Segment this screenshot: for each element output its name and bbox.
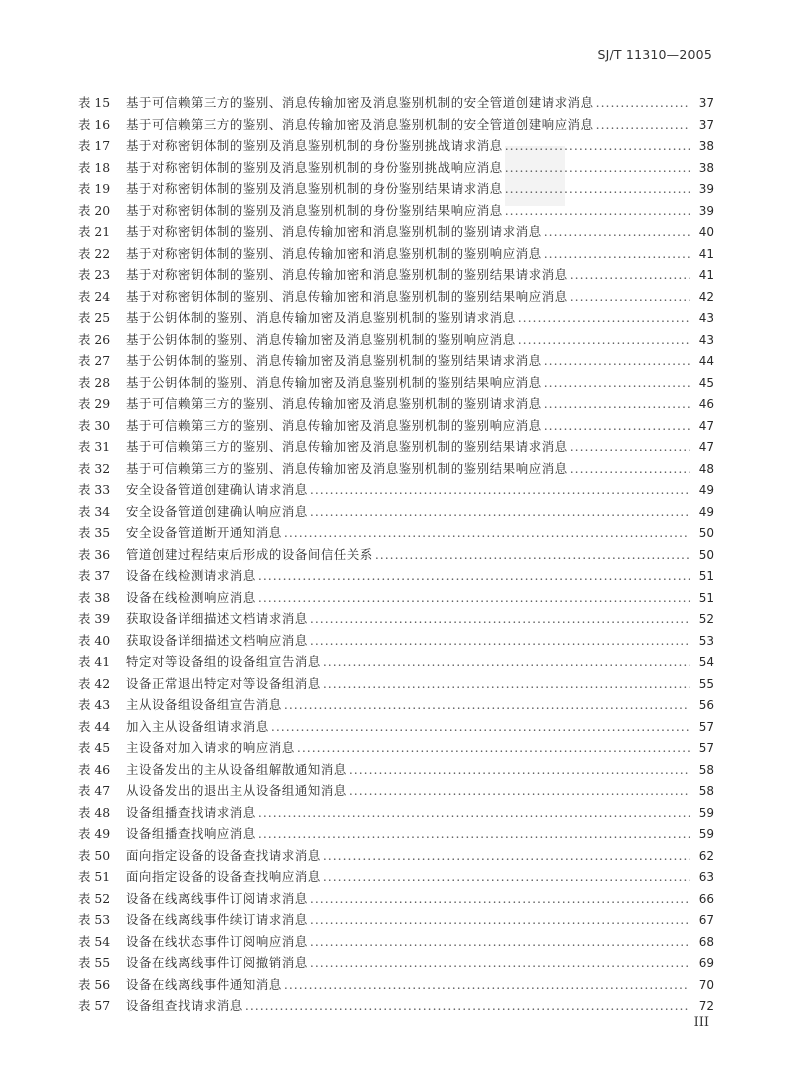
toc-entry-page: 43 xyxy=(698,311,714,325)
dot-leader xyxy=(310,501,690,523)
toc-entry-title: 设备在线离线事件订阅撤销消息 xyxy=(126,955,308,970)
toc-entry-number: 表 46 xyxy=(78,761,111,777)
dot-leader xyxy=(310,630,690,652)
toc-entry-number: 表 55 xyxy=(78,955,111,970)
toc-entry-number: 表 41 xyxy=(78,654,111,669)
dot-leader xyxy=(518,329,690,351)
toc-entry-page: 70 xyxy=(698,977,714,992)
toc-entry[interactable] xyxy=(78,995,714,1017)
toc-entry-title: 基于对称密钥体制的鉴别及消息鉴别机制的身份鉴别结果响应消息 xyxy=(126,202,503,218)
toc-entry-number: 表 35 xyxy=(78,525,111,540)
dot-leader xyxy=(570,264,690,286)
dot-leader xyxy=(505,135,690,157)
dot-leader xyxy=(310,952,690,974)
toc-entry-number: 表 28 xyxy=(78,374,111,390)
toc-entry[interactable] xyxy=(78,608,714,630)
toc-entry-number: 表 19 xyxy=(78,181,111,196)
toc-entry-title: 设备组播查找响应消息 xyxy=(126,826,256,841)
toc-entry-title: 基于公钥体制的鉴别、消息传输加密及消息鉴别机制的鉴别结果响应消息 xyxy=(126,374,542,390)
toc-entry[interactable] xyxy=(78,544,714,566)
dot-leader xyxy=(570,458,690,480)
toc-entry-page: 47 xyxy=(698,418,714,433)
toc-entry-title: 基于对称密钥体制的鉴别及消息鉴别机制的身份鉴别结果请求消息 xyxy=(126,181,503,196)
toc-entry-number: 表 56 xyxy=(78,976,111,992)
toc-entry[interactable] xyxy=(78,264,714,286)
toc-entry-title: 基于公钥体制的鉴别、消息传输加密及消息鉴别机制的鉴别结果请求消息 xyxy=(126,353,542,368)
toc-entry-title: 设备在线检测响应消息 xyxy=(126,589,256,605)
toc-entry-page: 37 xyxy=(698,96,714,110)
dot-leader xyxy=(258,823,690,845)
toc-entry-number: 表 31 xyxy=(78,439,111,454)
toc-entry[interactable] xyxy=(78,780,714,802)
toc-entry-page: 41 xyxy=(698,268,714,282)
toc-entry[interactable] xyxy=(78,243,714,265)
toc-entry[interactable] xyxy=(78,415,714,437)
toc-entry-title: 获取设备详细描述文档响应消息 xyxy=(126,632,308,648)
toc-entry-page: 38 xyxy=(698,139,714,153)
toc-entry-page: 51 xyxy=(698,569,714,583)
toc-entry[interactable] xyxy=(78,178,714,200)
toc-entry-number: 表 26 xyxy=(78,331,111,347)
toc-entry[interactable] xyxy=(78,823,714,845)
toc-entry-title: 基于对称密钥体制的鉴别、消息传输加密和消息鉴别机制的鉴别响应消息 xyxy=(126,245,542,261)
toc-entry-title: 基于公钥体制的鉴别、消息传输加密及消息鉴别机制的鉴别响应消息 xyxy=(126,331,516,347)
toc-entry-title: 面向指定设备的设备查找请求消息 xyxy=(126,847,321,863)
dot-leader xyxy=(349,780,690,802)
toc-entry-number: 表 16 xyxy=(78,116,111,132)
dot-leader xyxy=(570,286,690,308)
toc-entry-page: 63 xyxy=(698,870,714,884)
toc-entry-page: 39 xyxy=(698,182,714,196)
toc-entry-title: 主设备对加入请求的响应消息 xyxy=(126,740,295,755)
toc-entry[interactable] xyxy=(78,92,714,114)
toc-entry-number: 表 33 xyxy=(78,482,111,497)
dot-leader xyxy=(505,157,690,179)
toc-entry[interactable] xyxy=(78,221,714,243)
dot-leader xyxy=(570,436,690,458)
toc-entry-title: 主从设备组设备组宣告消息 xyxy=(126,697,282,712)
toc-entry-page: 69 xyxy=(698,956,714,970)
toc-entry[interactable] xyxy=(78,909,714,931)
toc-entry[interactable] xyxy=(78,522,714,544)
toc-entry-title: 基于对称密钥体制的鉴别及消息鉴别机制的身份鉴别挑战请求消息 xyxy=(126,138,503,153)
dot-leader xyxy=(596,92,690,114)
toc-entry-number: 表 51 xyxy=(78,869,111,884)
toc-entry-page: 58 xyxy=(698,762,714,777)
toc-entry[interactable] xyxy=(78,458,714,480)
dot-leader xyxy=(323,673,690,695)
dot-leader xyxy=(258,802,690,824)
dot-leader xyxy=(245,995,690,1017)
toc-entry[interactable] xyxy=(78,845,714,867)
dot-leader xyxy=(596,114,690,136)
toc-entry-page: 53 xyxy=(698,633,714,648)
toc-entry-number: 表 17 xyxy=(78,138,111,153)
toc-entry-page: 66 xyxy=(698,891,714,906)
toc-entry-title: 设备在线检测请求消息 xyxy=(126,568,256,583)
dot-leader xyxy=(310,608,690,630)
dot-leader xyxy=(323,866,690,888)
toc-entry-number: 表 29 xyxy=(78,396,111,411)
dot-leader xyxy=(284,974,690,996)
toc-entry-number: 表 23 xyxy=(78,267,111,282)
toc-entry-page: 49 xyxy=(698,483,714,497)
toc-entry-page: 46 xyxy=(698,397,714,411)
toc-entry-number: 表 24 xyxy=(78,288,111,304)
toc-entry-number: 表 57 xyxy=(78,998,111,1013)
toc-entry[interactable] xyxy=(78,393,714,415)
toc-entry-page: 56 xyxy=(698,698,714,712)
toc-entry-title: 基于对称密钥体制的鉴别、消息传输加密和消息鉴别机制的鉴别请求消息 xyxy=(126,224,542,239)
toc-entry-title: 设备在线离线事件通知消息 xyxy=(126,976,282,992)
dot-leader xyxy=(310,909,690,931)
toc-entry-page: 39 xyxy=(698,203,714,218)
dot-leader xyxy=(505,178,690,200)
toc-entry-page: 40 xyxy=(698,225,714,239)
toc-entry-page: 57 xyxy=(698,741,714,755)
page-number: III xyxy=(693,1015,709,1030)
toc-entry[interactable] xyxy=(78,673,714,695)
toc-entry-page: 51 xyxy=(698,590,714,605)
toc-entry-number: 表 37 xyxy=(78,568,111,583)
dot-leader xyxy=(544,415,690,437)
toc-entry[interactable] xyxy=(78,974,714,996)
toc-entry[interactable] xyxy=(78,200,714,222)
toc-entry-page: 37 xyxy=(698,117,714,132)
toc-entry-number: 表 18 xyxy=(78,159,111,175)
toc-entry[interactable] xyxy=(78,286,714,308)
toc-entry-title: 设备在线状态事件订阅响应消息 xyxy=(126,933,308,949)
toc-entry-number: 表 52 xyxy=(78,890,111,906)
toc-entry-page: 42 xyxy=(698,289,714,304)
toc-entry-title: 设备组查找请求消息 xyxy=(126,998,243,1013)
toc-entry-number: 表 38 xyxy=(78,589,111,605)
toc-entry-page: 58 xyxy=(698,784,714,798)
toc-entry[interactable] xyxy=(78,157,714,179)
dot-leader xyxy=(284,694,690,716)
toc-entry-page: 43 xyxy=(698,332,714,347)
toc-entry[interactable] xyxy=(78,931,714,953)
toc-entry-number: 表 49 xyxy=(78,826,111,841)
toc-entry[interactable] xyxy=(78,888,714,910)
toc-entry[interactable] xyxy=(78,436,714,458)
document-code: SJ/T 11310—2005 xyxy=(597,47,712,62)
toc-entry-page: 50 xyxy=(698,526,714,540)
toc-entry[interactable] xyxy=(78,716,714,738)
toc-entry[interactable] xyxy=(78,501,714,523)
toc-entry-number: 表 47 xyxy=(78,783,111,798)
dot-leader xyxy=(258,565,690,587)
toc-entry-title: 基于可信赖第三方的鉴别、消息传输加密及消息鉴别机制的鉴别响应消息 xyxy=(126,417,542,433)
toc-entry-number: 表 15 xyxy=(78,95,111,110)
toc-entry[interactable] xyxy=(78,329,714,351)
toc-entry[interactable] xyxy=(78,307,714,329)
toc-entry-number: 表 53 xyxy=(78,912,111,927)
dot-leader xyxy=(258,587,690,609)
toc-entry-page: 41 xyxy=(698,246,714,261)
toc-entry-page: 59 xyxy=(698,827,714,841)
toc-entry-title: 获取设备详细描述文档请求消息 xyxy=(126,611,308,626)
toc-entry-number: 表 21 xyxy=(78,224,111,239)
toc-entry-title: 基于公钥体制的鉴别、消息传输加密及消息鉴别机制的鉴别请求消息 xyxy=(126,310,516,325)
toc-entry-title: 设备正常退出特定对等设备组消息 xyxy=(126,675,321,691)
toc-entry-title: 基于可信赖第三方的鉴别、消息传输加密及消息鉴别机制的鉴别结果请求消息 xyxy=(126,439,568,454)
toc-entry-number: 表 32 xyxy=(78,460,111,476)
dot-leader xyxy=(323,651,690,673)
toc-entry[interactable] xyxy=(78,802,714,824)
dot-leader xyxy=(544,393,690,415)
toc-entry-title: 基于可信赖第三方的鉴别、消息传输加密及消息鉴别机制的安全管道创建响应消息 xyxy=(126,116,594,132)
toc-entry-page: 62 xyxy=(698,848,714,863)
toc-entry-title: 基于可信赖第三方的鉴别、消息传输加密及消息鉴别机制的安全管道创建请求消息 xyxy=(126,95,594,110)
toc-entry-title: 加入主从设备组请求消息 xyxy=(126,718,269,734)
dot-leader xyxy=(323,845,690,867)
toc-entry-number: 表 42 xyxy=(78,675,111,691)
toc-entry-number: 表 25 xyxy=(78,310,111,325)
toc-entry-page: 54 xyxy=(698,655,714,669)
toc-entry[interactable] xyxy=(78,737,714,759)
toc-entry-title: 基于对称密钥体制的鉴别、消息传输加密和消息鉴别机制的鉴别结果请求消息 xyxy=(126,267,568,282)
toc-entry-title: 安全设备管道断开通知消息 xyxy=(126,525,282,540)
toc-entry-number: 表 44 xyxy=(78,718,111,734)
dot-leader xyxy=(544,221,690,243)
table-of-contents xyxy=(78,92,714,1017)
toc-entry[interactable] xyxy=(78,350,714,372)
toc-entry[interactable] xyxy=(78,866,714,888)
toc-entry-page: 52 xyxy=(698,612,714,626)
toc-entry[interactable] xyxy=(78,587,714,609)
dot-leader xyxy=(284,522,690,544)
toc-entry-number: 表 34 xyxy=(78,503,111,519)
toc-entry-number: 表 30 xyxy=(78,417,111,433)
toc-entry-page: 72 xyxy=(698,999,714,1013)
dot-leader xyxy=(505,200,690,222)
toc-entry[interactable] xyxy=(78,114,714,136)
toc-entry-page: 49 xyxy=(698,504,714,519)
toc-entry-number: 表 50 xyxy=(78,847,111,863)
toc-entry-page: 44 xyxy=(698,354,714,368)
toc-entry[interactable] xyxy=(78,694,714,716)
toc-entry[interactable] xyxy=(78,630,714,652)
toc-entry-number: 表 22 xyxy=(78,245,111,261)
toc-entry-page: 50 xyxy=(698,547,714,562)
dot-leader xyxy=(349,759,690,781)
dot-leader xyxy=(310,479,690,501)
toc-entry-title: 设备在线离线事件订阅请求消息 xyxy=(126,890,308,906)
toc-entry-number: 表 45 xyxy=(78,740,111,755)
toc-entry[interactable] xyxy=(78,479,714,501)
toc-entry-page: 57 xyxy=(698,719,714,734)
dot-leader xyxy=(310,931,690,953)
toc-entry-title: 设备组播查找请求消息 xyxy=(126,804,256,820)
toc-entry-title: 管道创建过程结束后形成的设备间信任关系 xyxy=(126,546,373,562)
dot-leader xyxy=(310,888,690,910)
toc-entry-title: 基于可信赖第三方的鉴别、消息传输加密及消息鉴别机制的鉴别请求消息 xyxy=(126,396,542,411)
toc-entry-number: 表 39 xyxy=(78,611,111,626)
toc-entry[interactable] xyxy=(78,372,714,394)
toc-entry-page: 67 xyxy=(698,913,714,927)
toc-entry-title: 基于对称密钥体制的鉴别及消息鉴别机制的身份鉴别挑战响应消息 xyxy=(126,159,503,175)
dot-leader xyxy=(271,716,690,738)
toc-entry-number: 表 54 xyxy=(78,933,111,949)
toc-entry-page: 45 xyxy=(698,375,714,390)
dot-leader xyxy=(544,243,690,265)
toc-entry-title: 基于对称密钥体制的鉴别、消息传输加密和消息鉴别机制的鉴别结果响应消息 xyxy=(126,288,568,304)
dot-leader xyxy=(518,307,690,329)
toc-entry-number: 表 27 xyxy=(78,353,111,368)
toc-entry-title: 安全设备管道创建确认响应消息 xyxy=(126,503,308,519)
toc-entry-title: 主设备发出的主从设备组解散通知消息 xyxy=(126,761,347,777)
toc-entry[interactable] xyxy=(78,651,714,673)
toc-entry-page: 55 xyxy=(698,676,714,691)
toc-entry-number: 表 40 xyxy=(78,632,111,648)
toc-entry-title: 安全设备管道创建确认请求消息 xyxy=(126,482,308,497)
toc-entry-page: 47 xyxy=(698,440,714,454)
dot-leader xyxy=(297,737,690,759)
toc-entry-title: 特定对等设备组的设备组宣告消息 xyxy=(126,654,321,669)
toc-entry-page: 38 xyxy=(698,160,714,175)
toc-entry[interactable] xyxy=(78,565,714,587)
toc-entry-title: 从设备发出的退出主从设备组通知消息 xyxy=(126,783,347,798)
toc-entry-number: 表 36 xyxy=(78,546,111,562)
toc-entry-number: 表 43 xyxy=(78,697,111,712)
toc-entry-title: 基于可信赖第三方的鉴别、消息传输加密及消息鉴别机制的鉴别结果响应消息 xyxy=(126,460,568,476)
toc-entry-number: 表 20 xyxy=(78,202,111,218)
toc-entry-page: 48 xyxy=(698,461,714,476)
dot-leader xyxy=(544,372,690,394)
toc-entry-page: 68 xyxy=(698,934,714,949)
toc-entry-title: 设备在线离线事件续订请求消息 xyxy=(126,912,308,927)
toc-entry[interactable] xyxy=(78,759,714,781)
toc-entry-title: 面向指定设备的设备查找响应消息 xyxy=(126,869,321,884)
dot-leader xyxy=(375,544,690,566)
toc-entry[interactable] xyxy=(78,135,714,157)
toc-entry-number: 表 48 xyxy=(78,804,111,820)
toc-entry[interactable] xyxy=(78,952,714,974)
dot-leader xyxy=(544,350,690,372)
toc-entry-page: 59 xyxy=(698,805,714,820)
